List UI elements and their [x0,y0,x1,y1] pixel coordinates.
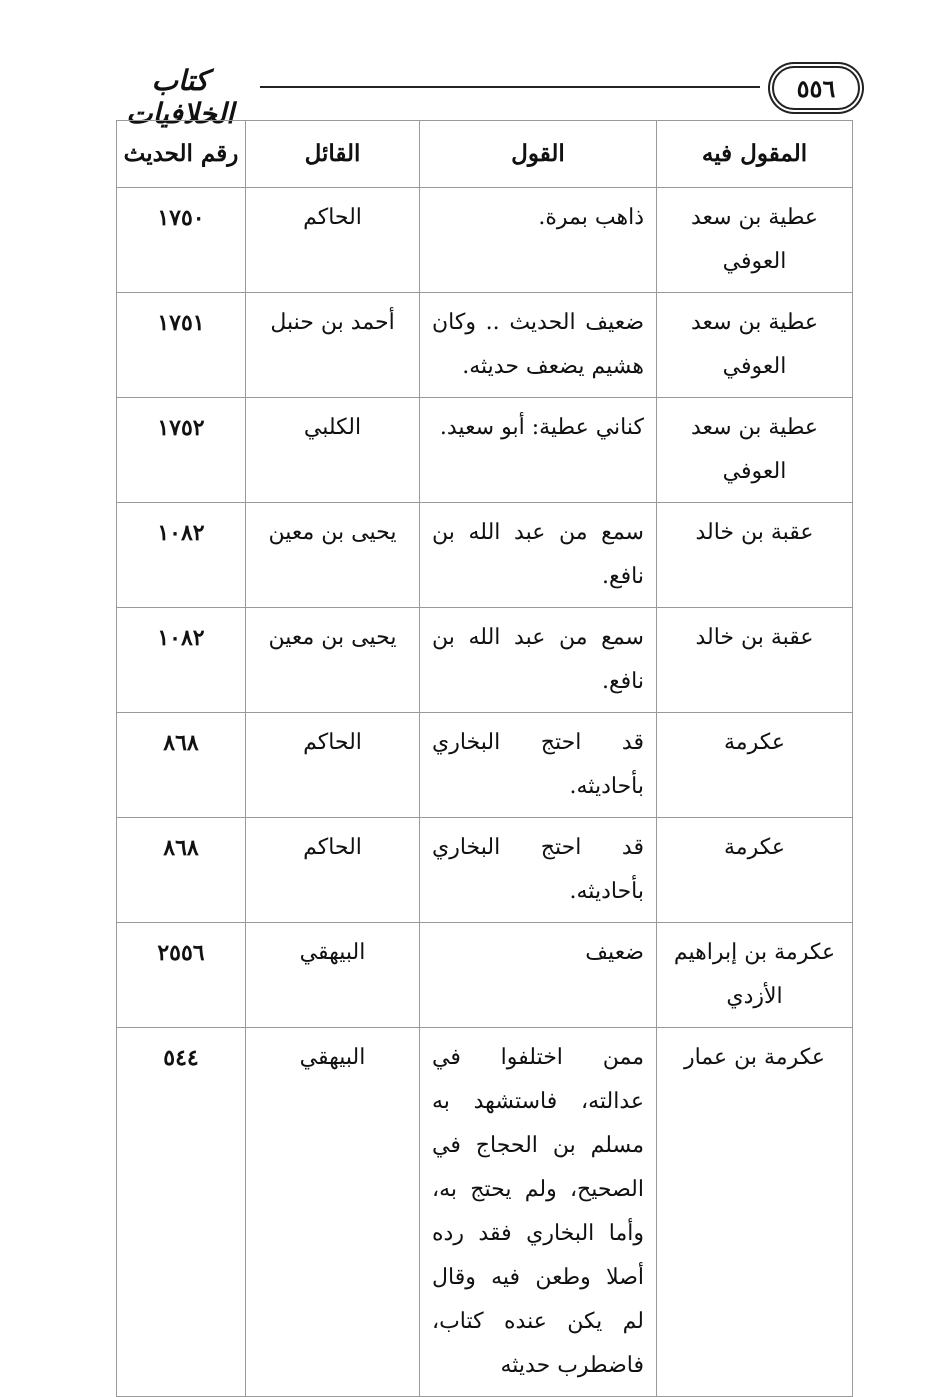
cell-saying: ممن اختلفوا في عدالته، فاستشهد به مسلم بن الحجاج في الصحيح، ولم يحتج به، وأما البخاري فقد رده أصلا وطعن فيه وقال لم يكن عنده كتاب، فاضطرب حديثه [420,1028,657,1397]
cell-sayer: يحيى بن معين [246,503,420,608]
book-title: كتاب الخلافيات [126,64,234,130]
cell-subject: عطية بن سعد العوفي [657,188,853,293]
cell-saying: سمع من عبد الله بن نافع. [420,608,657,713]
column-header-number: رقم الحديث [117,121,246,188]
table-row [117,608,853,713]
table-row [117,713,853,818]
column-header-saying: القول [420,121,657,188]
cell-number: ١٠٨٢ [117,503,246,608]
cell-number: ١٧٥٢ [117,398,246,503]
cell-saying: ضعيف الحديث .. وكان هشيم يضعف حديثه. [420,293,657,398]
cell-sayer: الحاكم [246,188,420,293]
cell-saying: قد احتج البخاري بأحاديثه. [420,818,657,923]
cell-sayer: الحاكم [246,818,420,923]
cell-number: ٥٤٤ [117,1028,246,1397]
cell-subject: عطية بن سعد العوفي [657,293,853,398]
cell-subject: عكرمة [657,713,853,818]
cell-sayer: أحمد بن حنبل [246,293,420,398]
cell-number: ١٧٥١ [117,293,246,398]
cell-saying: كناني عطية: أبو سعيد. [420,398,657,503]
table-row [117,503,853,608]
cell-subject: عطية بن سعد العوفي [657,398,853,503]
table-row [117,188,853,293]
table-row [117,293,853,398]
cell-saying: ذاهب بمرة. [420,188,657,293]
column-header-subject: المقول فيه [657,121,853,188]
page-number-badge: ٥٥٦ [772,66,860,110]
cell-saying: ضعيف [420,923,657,1028]
cell-sayer: يحيى بن معين [246,608,420,713]
cell-sayer: الكلبي [246,398,420,503]
cell-number: ٨٦٨ [117,818,246,923]
cell-subject: عقبة بن خالد [657,503,853,608]
cell-number: ٢٥٥٦ [117,923,246,1028]
cell-saying: سمع من عبد الله بن نافع. [420,503,657,608]
header-rule [260,86,760,88]
cell-sayer: البيهقي [246,923,420,1028]
narrators-table-container [116,120,852,1397]
cell-saying: قد احتج البخاري بأحاديثه. [420,713,657,818]
cell-subject: عكرمة بن إبراهيم الأزدي [657,923,853,1028]
cell-subject: عكرمة [657,818,853,923]
cell-number: ١٠٨٢ [117,608,246,713]
cell-number: ٨٦٨ [117,713,246,818]
cell-sayer: الحاكم [246,713,420,818]
column-header-sayer: القائل [246,121,420,188]
table-header-row [117,121,853,188]
cell-sayer: البيهقي [246,1028,420,1397]
cell-subject: عكرمة بن عمار [657,1028,853,1397]
cell-number: ١٧٥٠ [117,188,246,293]
table-row [117,1028,853,1397]
table-row [117,923,853,1028]
narrators-table [116,120,853,1397]
cell-subject: عقبة بن خالد [657,608,853,713]
table-row [117,818,853,923]
page-header [110,62,852,130]
table-row [117,398,853,503]
